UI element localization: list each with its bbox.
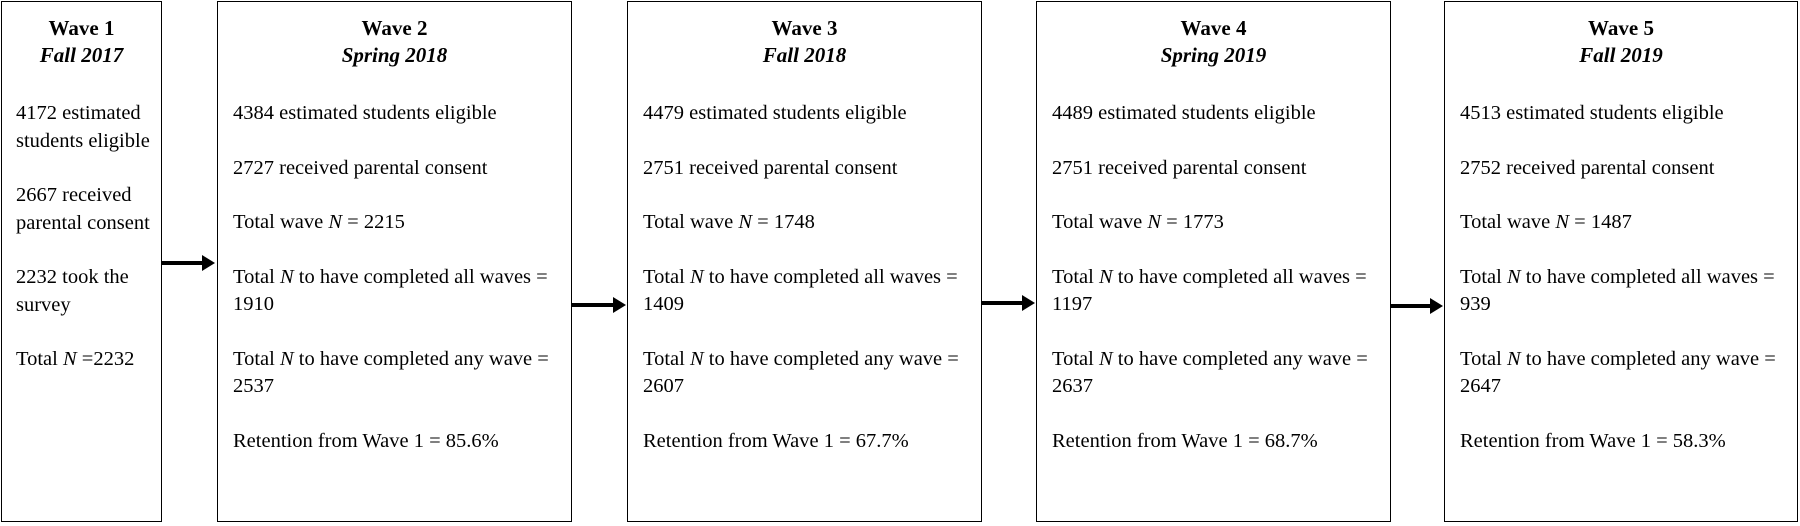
wave-line: Total wave N = 1487 (1460, 211, 1632, 233)
wave-1-box (1, 1, 162, 522)
wave-line: Retention from Wave 1 = 85.6% (233, 429, 499, 452)
wave-line: Total N to have completed any wave = 2537 (233, 347, 549, 397)
wave-line: Total N =2232 (16, 348, 135, 370)
wave-line: Total N to have completed all waves = 1409 (643, 265, 958, 315)
wave-line: 4479 estimated students eligible (643, 102, 907, 124)
wave-line: Retention from Wave 1 = 67.7% (643, 429, 909, 452)
wave-period: Fall 2017 (39, 43, 124, 67)
wave-line: Total wave N = 2215 (233, 211, 405, 233)
arrow-wave-3-to-4 (982, 301, 1023, 305)
wave-lines (2, 100, 161, 374)
wave-3-box (627, 1, 982, 522)
wave-line: Total N to have completed any wave = 2607 (643, 347, 959, 397)
wave-line: 2667 received parental consent (16, 184, 150, 234)
wave-lines (1037, 100, 1390, 455)
wave-line: Total N to have completed all waves = 939 (1460, 265, 1775, 315)
wave-line: 2727 received parental consent (233, 156, 488, 179)
wave-line: Total N to have completed all waves = 1197 (1052, 265, 1367, 315)
wave-line: 2752 received parental consent (1460, 156, 1715, 179)
wave-period: Spring 2018 (341, 43, 448, 67)
wave-lines (628, 100, 981, 455)
wave-line: Total N to have completed all waves = 1910 (233, 265, 548, 315)
wave-line: 2751 received parental consent (1052, 156, 1307, 179)
wave-line: 4172 estimated students eligible (16, 102, 150, 152)
wave-line: Retention from Wave 1 = 68.7% (1052, 429, 1318, 452)
wave-line: 4489 estimated students eligible (1052, 102, 1316, 124)
wave-line: Total N to have completed any wave = 2637 (1052, 347, 1368, 397)
wave-period: Fall 2019 (1579, 43, 1663, 67)
arrow-wave-4-to-5 (1391, 304, 1431, 308)
wave-line: 4384 estimated students eligible (233, 102, 497, 124)
arrow-wave-1-to-2 (162, 261, 203, 265)
wave-line: Total N to have completed any wave = 2647 (1460, 347, 1776, 397)
wave-line: Retention from Wave 1 = 58.3% (1460, 429, 1726, 452)
wave-line: 2751 received parental consent (643, 156, 898, 179)
wave-title: Wave 4 (1180, 16, 1247, 40)
wave-line: 2232 took the survey (16, 266, 129, 316)
wave-line: Total wave N = 1773 (1052, 211, 1224, 233)
wave-lines (218, 100, 571, 455)
wave-2-box (217, 1, 572, 522)
wave-period: Fall 2018 (762, 43, 847, 67)
wave-title: Wave 1 (48, 16, 115, 40)
wave-line: 4513 estimated students eligible (1460, 102, 1724, 124)
wave-title: Wave 5 (1588, 16, 1654, 40)
wave-lines (1445, 100, 1797, 455)
wave-title: Wave 2 (361, 16, 428, 40)
wave-line: Total wave N = 1748 (643, 211, 815, 233)
wave-period: Spring 2019 (1160, 43, 1267, 67)
wave-4-box (1036, 1, 1391, 522)
wave-title: Wave 3 (771, 16, 838, 40)
arrow-wave-2-to-3 (572, 303, 614, 307)
wave-5-box (1444, 1, 1798, 522)
